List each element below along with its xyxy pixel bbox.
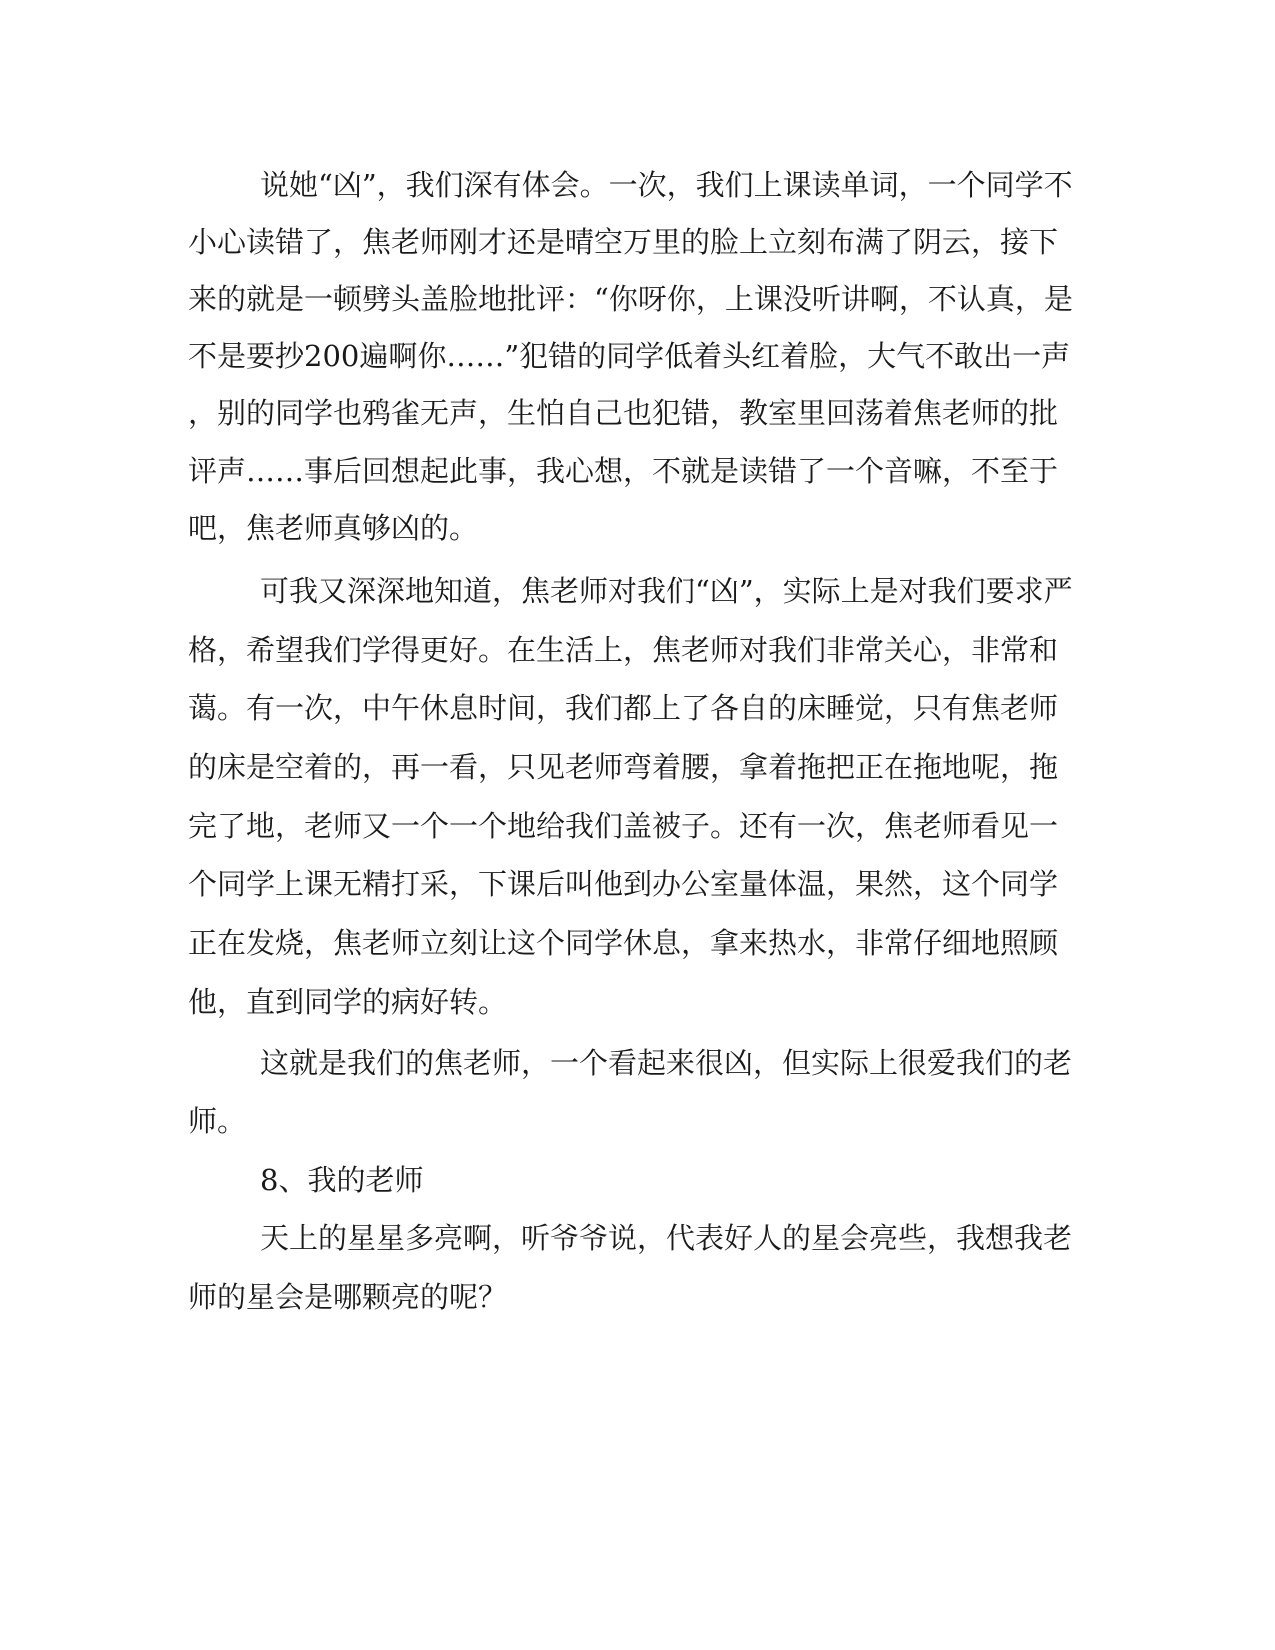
section-heading: 8、我的老师 (260, 1163, 424, 1197)
paragraph-1-line-6: 评声……事后回想起此事，我心想，不就是读错了一个音嘛，不至于 (188, 454, 1059, 488)
paragraph-1-line-1: 说她“凶”，我们深有体会。一次，我们上课读单词，一个同学不 (260, 168, 1073, 202)
paragraph-3-line-1: 这就是我们的焦老师，一个看起来很凶，但实际上很爱我们的老 (260, 1046, 1073, 1080)
paragraph-4-line-1: 天上的星星多亮啊，听爷爷说，代表好人的星会亮些，我想我老 (260, 1221, 1073, 1255)
paragraph-2-line-5: 完了地，老师又一个一个地给我们盖被子。还有一次，焦老师看见一 (188, 809, 1059, 843)
paragraph-4-line-2: 师的星会是哪颗亮的呢？ (188, 1280, 508, 1314)
paragraph-1-line-2: 小心读错了，焦老师刚才还是晴空万里的脸上立刻布满了阴云，接下 (188, 225, 1059, 259)
paragraph-2-line-3: 蔼。有一次，中午休息时间，我们都上了各自的床睡觉，只有焦老师 (188, 691, 1059, 725)
paragraph-1-line-5: ，别的同学也鸦雀无声，生怕自己也犯错，教室里回荡着焦老师的批 (188, 396, 1059, 430)
paragraph-1-line-3: 来的就是一顿劈头盖脸地批评：“你呀你，上课没听讲啊，不认真，是 (188, 282, 1073, 316)
paragraph-2-line-8: 他，直到同学的病好转。 (188, 985, 508, 1019)
paragraph-1-line-4: 不是要抄200遍啊你……”犯错的同学低着头红着脸，大气不敢出一声 (188, 339, 1071, 373)
paragraph-2-line-1: 可我又深深地知道，焦老师对我们“凶”，实际上是对我们要求严 (260, 574, 1073, 608)
paragraph-3-line-2: 师。 (188, 1104, 247, 1138)
paragraph-2-line-4: 的床是空着的，再一看，只见老师弯着腰，拿着拖把正在拖地呢，拖 (188, 750, 1059, 784)
paragraph-2-line-2: 格，希望我们学得更好。在生活上，焦老师对我们非常关心，非常和 (188, 633, 1059, 667)
paragraph-2-line-7: 正在发烧，焦老师立刻让这个同学休息，拿来热水，非常仔细地照顾 (188, 926, 1059, 960)
paragraph-1-line-7: 吧，焦老师真够凶的。 (188, 511, 479, 545)
paragraph-2-line-6: 个同学上课无精打采，下课后叫他到办公室量体温，果然，这个同学 (188, 867, 1059, 901)
